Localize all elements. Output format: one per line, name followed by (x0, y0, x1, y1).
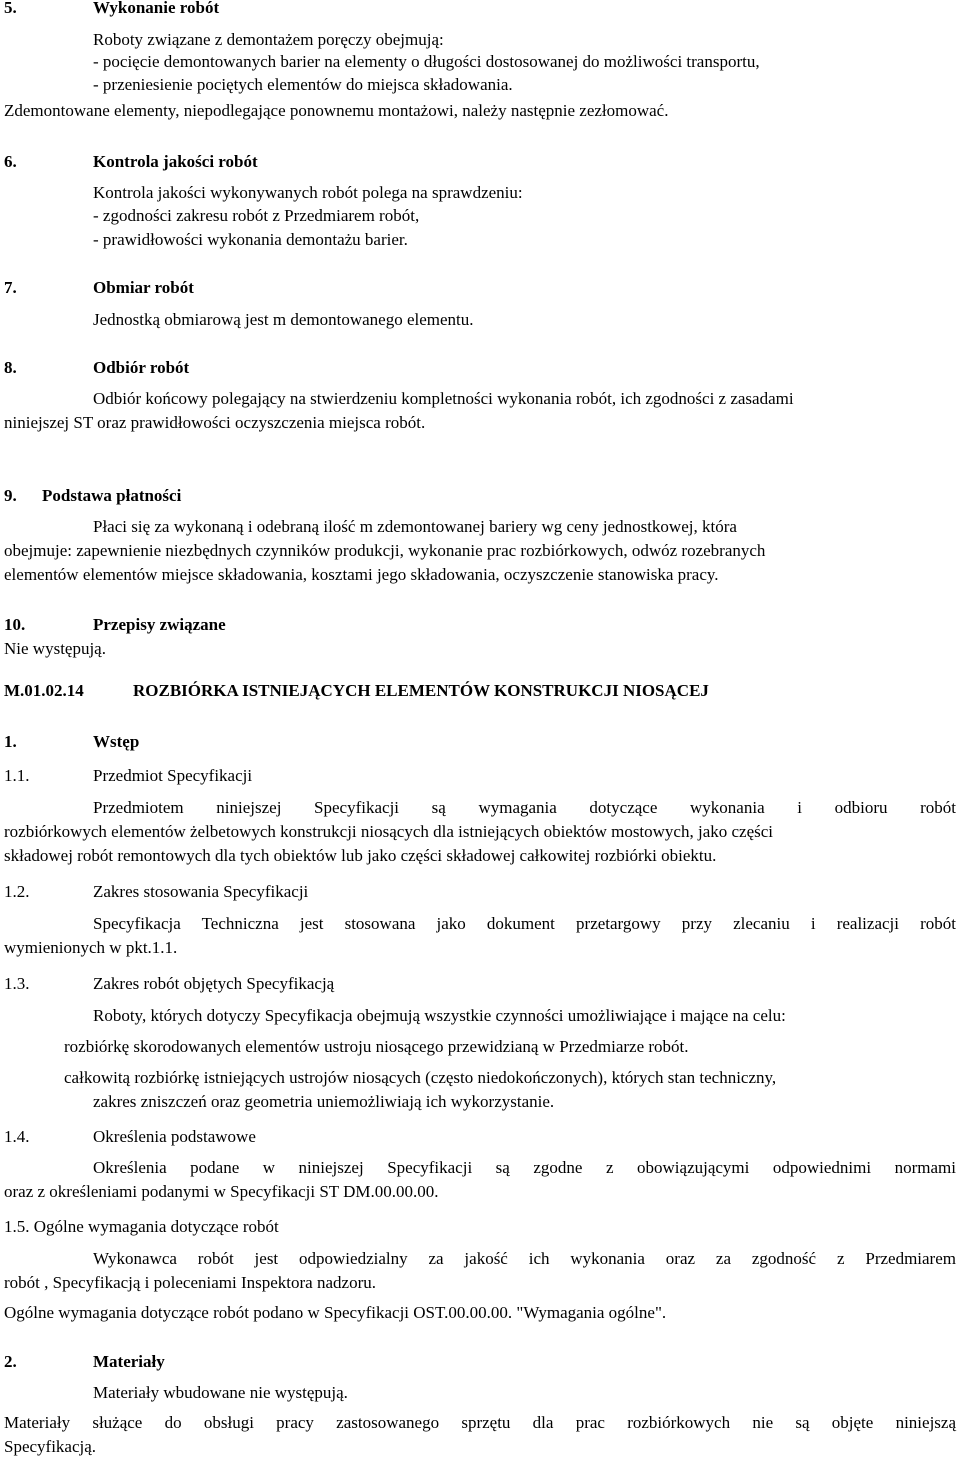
paragraph-line: Odbiór końcowy polegający na stwierdzeniu kompletności wykonania robót, ich zgodności z zasadami (93, 389, 794, 408)
section-1-4-title: Określenia podstawowe (93, 1127, 256, 1146)
section-1-3-title: Zakres robót objętych Specyfikacją (93, 974, 335, 993)
section-1-1-title: Przedmiot Specyfikacji (93, 766, 253, 785)
section-6-title: Kontrola jakości robót (93, 152, 258, 171)
list-item: - pocięcie demontowanych barier na elementy o długości dostosowanej do możliwości transportu, (93, 52, 760, 71)
section-10-number: 10. (4, 615, 26, 634)
paragraph-line: Kontrola jakości wykonywanych robót polega na sprawdzeniu: (93, 183, 523, 202)
section-9-number: 9. (4, 486, 17, 505)
paragraph-line: Przedmiotem niniejszej Specyfikacji są wymagania dotyczące wykonania i odbioru robót (93, 798, 956, 817)
section-8-title: Odbiór robót (93, 358, 190, 377)
section-1-title: Wstęp (93, 732, 140, 751)
paragraph-line: obejmuje: zapewnienie niezbędnych czynników produkcji, wykonanie prac rozbiórkowych, odwóz rozebranych (4, 541, 766, 560)
list-item: - zgodności zakresu robót z Przedmiarem robót, (93, 206, 420, 225)
list-item: - przeniesienie pociętych elementów do miejsca składowania. (93, 75, 513, 94)
section-1-2-number: 1.2. (4, 882, 30, 901)
section-1-number: 1. (4, 732, 17, 751)
section-2-number: 2. (4, 1352, 17, 1371)
paragraph-line: Roboty związane z demontażem poręczy obejmują: (93, 30, 444, 49)
paragraph-line: Płaci się za wykonaną i odebraną ilość m zdemontowanej bariery wg ceny jednostkowej, która (93, 517, 737, 536)
list-item: rozbiórkę skorodowanych elementów ustroju niosącego przewidzianą w Przedmiarze robót. (64, 1037, 689, 1056)
paragraph-line: Roboty, których dotyczy Specyfikacja obejmują wszystkie czynności umożliwiające i mające na celu: (93, 1006, 786, 1025)
spec-title: ROZBIÓRKA ISTNIEJĄCYCH ELEMENTÓW KONSTRUKCJI NIOSĄCEJ (133, 681, 709, 700)
section-1-4-number: 1.4. (4, 1127, 30, 1146)
paragraph-line: Wykonawca robót jest odpowiedzialny za jakość ich wykonania oraz za zgodność z Przedmiarem (93, 1249, 956, 1268)
section-2-title: Materiały (93, 1352, 165, 1371)
paragraph-line: niniejszej ST oraz prawidłowości oczyszczenia miejsca robót. (4, 413, 426, 432)
section-5-title: Wykonanie robót (93, 0, 220, 17)
section-5-number: 5. (4, 0, 17, 17)
section-6-number: 6. (4, 152, 17, 171)
paragraph-line: rozbiórkowych elementów żelbetowych konstrukcji niosących dla istniejących obiektów mostowych, jako części (4, 822, 774, 841)
section-8-number: 8. (4, 358, 17, 377)
section-10-title: Przepisy związane (93, 615, 226, 634)
section-9-title: Podstawa płatności (42, 486, 182, 505)
section-1-2-title: Zakres stosowania Specyfikacji (93, 882, 309, 901)
paragraph-line: składowej robót remontowych dla tych obiektów lub jako części składowej całkowitej rozbiórki obiektu. (4, 846, 717, 865)
list-item: zakres zniszczeń oraz geometria uniemożliwiają ich wykorzystanie. (93, 1092, 555, 1111)
paragraph-line: Specyfikacją. (4, 1437, 97, 1456)
paragraph-line: Specyfikacja Techniczna jest stosowana jako dokument przetargowy przy zlecaniu i realizacji robót (93, 914, 956, 933)
paragraph-line: wymienionych w pkt.1.1. (4, 938, 178, 957)
list-item: - prawidłowości wykonania demontażu barier. (93, 230, 408, 249)
section-1-3-number: 1.3. (4, 974, 30, 993)
paragraph-line: Nie występują. (4, 639, 106, 658)
paragraph-line: elementów elementów miejsce składowania, kosztami jego składowania, oczyszczenie stanowiska pracy. (4, 565, 719, 584)
section-7-title: Obmiar robót (93, 278, 194, 297)
section-7-number: 7. (4, 278, 17, 297)
paragraph-line: Materiały wbudowane nie występują. (93, 1383, 348, 1402)
paragraph-line: Materiały służące do obsługi pracy zastosowanego sprzętu dla prac rozbiórkowych nie są objęte niniejszą (4, 1413, 956, 1432)
list-item: całkowitą rozbiórkę istniejących ustrojów niosących (często niedokończonych), których stan techniczny, (64, 1068, 777, 1087)
section-1-5-heading: 1.5. Ogólne wymagania dotyczące robót (4, 1217, 279, 1236)
paragraph-line: Jednostką obmiarową jest m demontowanego elementu. (93, 310, 474, 329)
section-1-1-number: 1.1. (4, 766, 30, 785)
paragraph-line: robót , Specyfikacją i poleceniami Inspektora nadzoru. (4, 1273, 376, 1292)
paragraph-line: Zdemontowane elementy, niepodlegające ponownemu montażowi, należy następnie zezłomować. (4, 101, 669, 120)
paragraph-line: Określenia podane w niniejszej Specyfikacji są zgodne z obowiązującymi odpowiednimi normami (93, 1158, 956, 1177)
spec-code: M.01.02.14 (4, 681, 84, 700)
paragraph-line: oraz z określeniami podanymi w Specyfikacji ST DM.00.00.00. (4, 1182, 439, 1201)
paragraph-line: Ogólne wymagania dotyczące robót podano w Specyfikacji OST.00.00.00. "Wymagania ogólne". (4, 1303, 667, 1322)
